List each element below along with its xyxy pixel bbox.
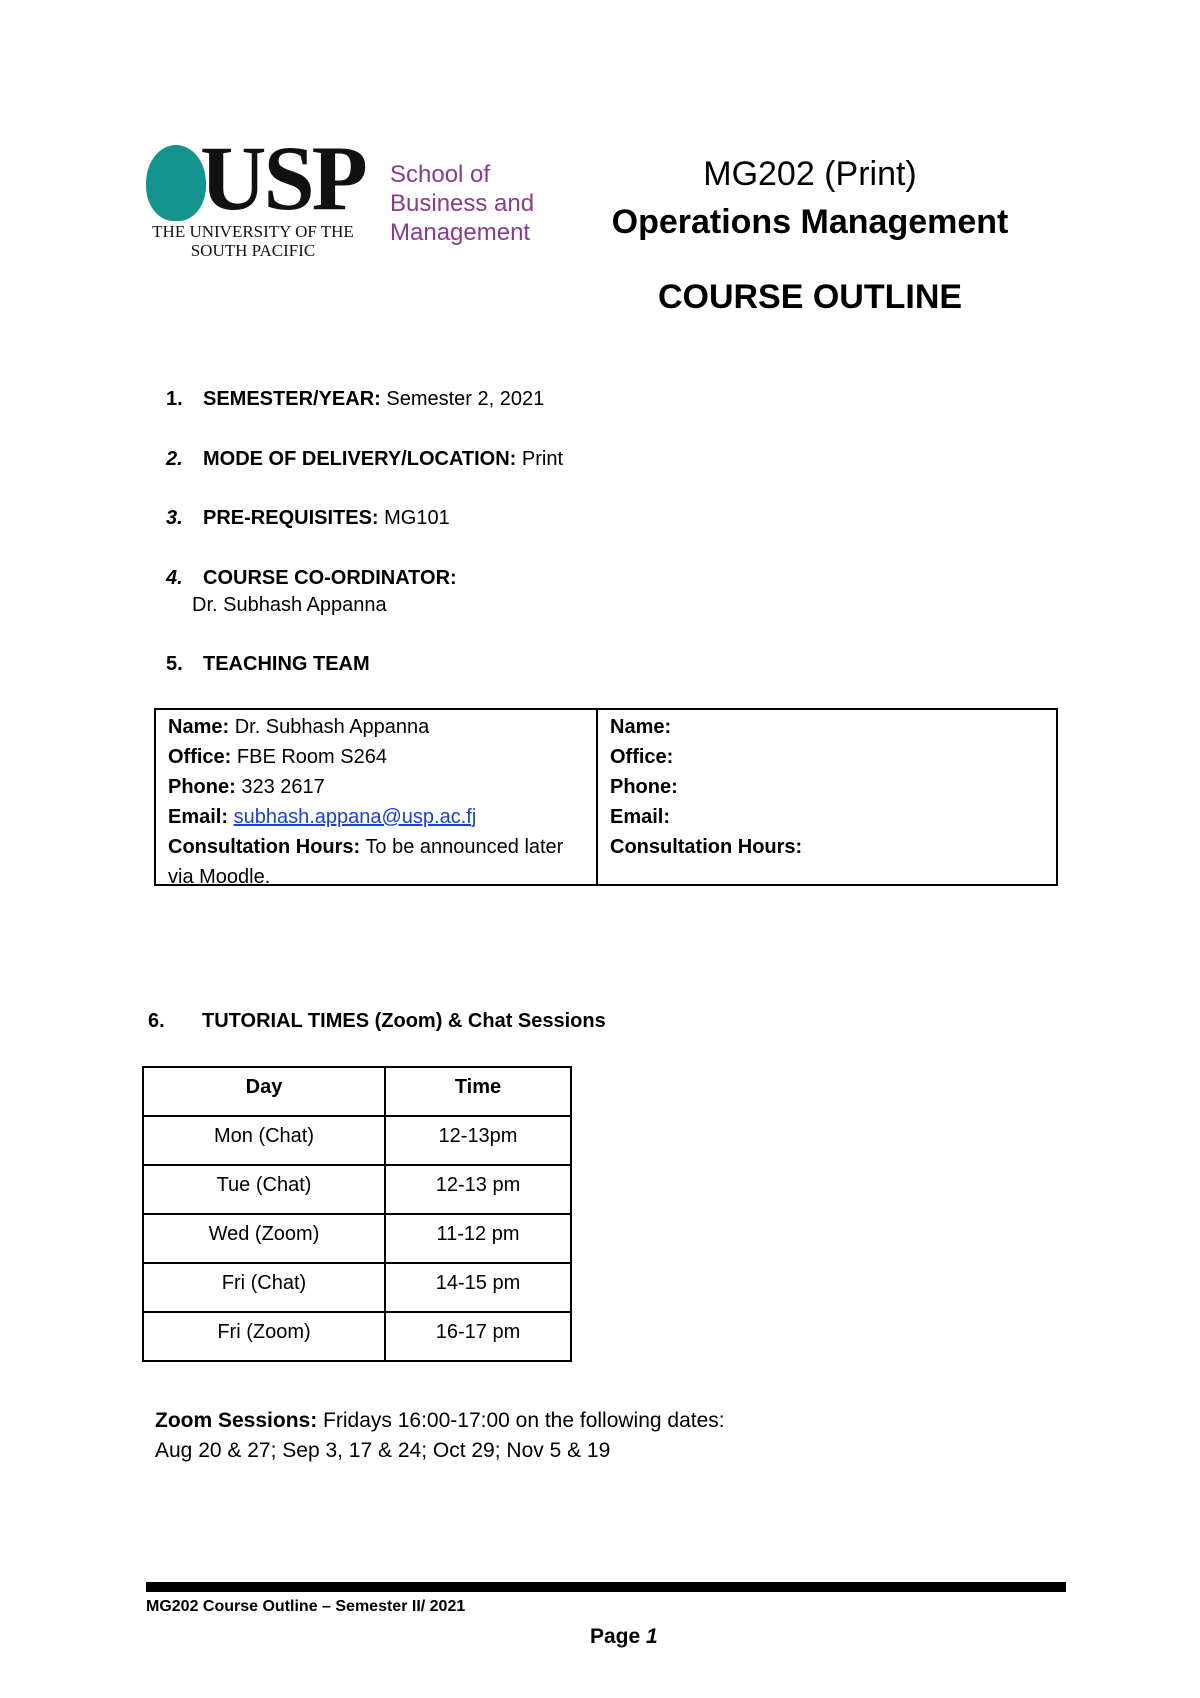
table-row	[143, 1312, 571, 1361]
table-header-row	[143, 1067, 571, 1116]
section-number: 3.	[166, 507, 183, 529]
university-name-line1: THE UNIVERSITY OF THE	[152, 222, 354, 241]
office-value: FBE Room S264	[231, 746, 387, 768]
column-header-day: Day	[143, 1067, 385, 1116]
zoom-sessions-dates: Aug 20 & 27; Sep 3, 17 & 24; Oct 29; Nov 5 & 19	[155, 1439, 611, 1462]
time-cell: 16-17 pm	[385, 1312, 571, 1361]
day-cell: Mon (Chat)	[143, 1116, 385, 1165]
hours-label: Consultation Hours:	[610, 836, 803, 858]
day-cell: Wed (Zoom)	[143, 1214, 385, 1263]
section-label: COURSE CO-ORDINATOR:	[203, 567, 457, 589]
table-row	[143, 1116, 571, 1165]
time-cell: 12-13 pm	[385, 1165, 571, 1214]
office-label: Office:	[610, 746, 674, 768]
section-label: PRE-REQUISITES:	[203, 507, 379, 529]
school-name-line2: Business and	[390, 190, 535, 217]
document-title: COURSE OUTLINE	[657, 278, 963, 316]
hours-label: Consultation Hours:	[168, 836, 361, 858]
time-cell: 14-15 pm	[385, 1263, 571, 1312]
name-label: Name:	[168, 716, 230, 738]
name-value: Dr. Subhash Appanna	[229, 716, 430, 738]
school-name-line3: Management	[390, 219, 531, 246]
teaching-team-member-2	[598, 710, 1056, 884]
teaching-team-table	[154, 708, 1058, 886]
footer-divider	[146, 1582, 1066, 1592]
section-label: MODE OF DELIVERY/LOCATION:	[203, 448, 517, 470]
zoom-sessions-label: Zoom Sessions:	[155, 1409, 318, 1432]
zoom-sessions-text: Fridays 16:00-17:00 on the following dates:	[317, 1409, 725, 1432]
column-header-time: Time	[385, 1067, 571, 1116]
section-value: Print	[516, 448, 564, 470]
section-label: TEACHING TEAM	[203, 653, 370, 675]
section-number: 6.	[148, 1010, 165, 1032]
section-number: 4.	[166, 567, 183, 589]
phone-label: Phone:	[610, 776, 678, 798]
section-label: SEMESTER/YEAR:	[203, 388, 381, 410]
email-label: Email:	[168, 806, 229, 828]
school-name	[390, 160, 534, 247]
course-title-block	[590, 150, 1030, 246]
table-row	[143, 1165, 571, 1214]
table-row	[143, 1263, 571, 1312]
phone-label: Phone:	[168, 776, 236, 798]
section-value: MG101	[378, 507, 450, 529]
section-number: 2.	[166, 448, 183, 470]
day-cell: Fri (Chat)	[143, 1263, 385, 1312]
coordinator-name: Dr. Subhash Appanna	[192, 594, 387, 616]
email-label: Email:	[610, 806, 671, 828]
footer-text: MG202 Course Outline – Semester II/ 2021	[146, 1598, 466, 1615]
page-number-value: 1	[646, 1625, 658, 1648]
zoom-sessions-note	[155, 1406, 725, 1466]
course-name: Operations Management	[611, 203, 1009, 241]
tutorial-times-table	[142, 1066, 572, 1362]
office-label: Office:	[168, 746, 232, 768]
day-cell: Tue (Chat)	[143, 1165, 385, 1214]
section-label: TUTORIAL TIMES (Zoom) & Chat Sessions	[202, 1010, 606, 1032]
day-cell: Fri (Zoom)	[143, 1312, 385, 1361]
section-number: 1.	[166, 388, 183, 410]
school-name-line1: School of	[390, 161, 491, 188]
section-number: 5.	[166, 653, 183, 675]
page-number	[590, 1625, 658, 1649]
name-label: Name:	[610, 716, 672, 738]
course-code: MG202 (Print)	[703, 155, 917, 193]
email-link[interactable]: subhash.appana@usp.ac.fj	[233, 806, 477, 828]
usp-logo-emblem	[146, 145, 206, 221]
table-row	[143, 1214, 571, 1263]
teaching-team-member-1	[156, 710, 598, 888]
hours-value: To be announced later via Moodle.	[168, 836, 564, 888]
university-name	[148, 222, 358, 260]
section-value: Semester 2, 2021	[380, 388, 545, 410]
usp-logo-text: USP	[200, 127, 365, 229]
university-name-line2: SOUTH PACIFIC	[190, 241, 316, 260]
time-cell: 11-12 pm	[385, 1214, 571, 1263]
phone-value: 323 2617	[235, 776, 325, 798]
page-label: Page	[590, 1625, 647, 1648]
time-cell: 12-13pm	[385, 1116, 571, 1165]
